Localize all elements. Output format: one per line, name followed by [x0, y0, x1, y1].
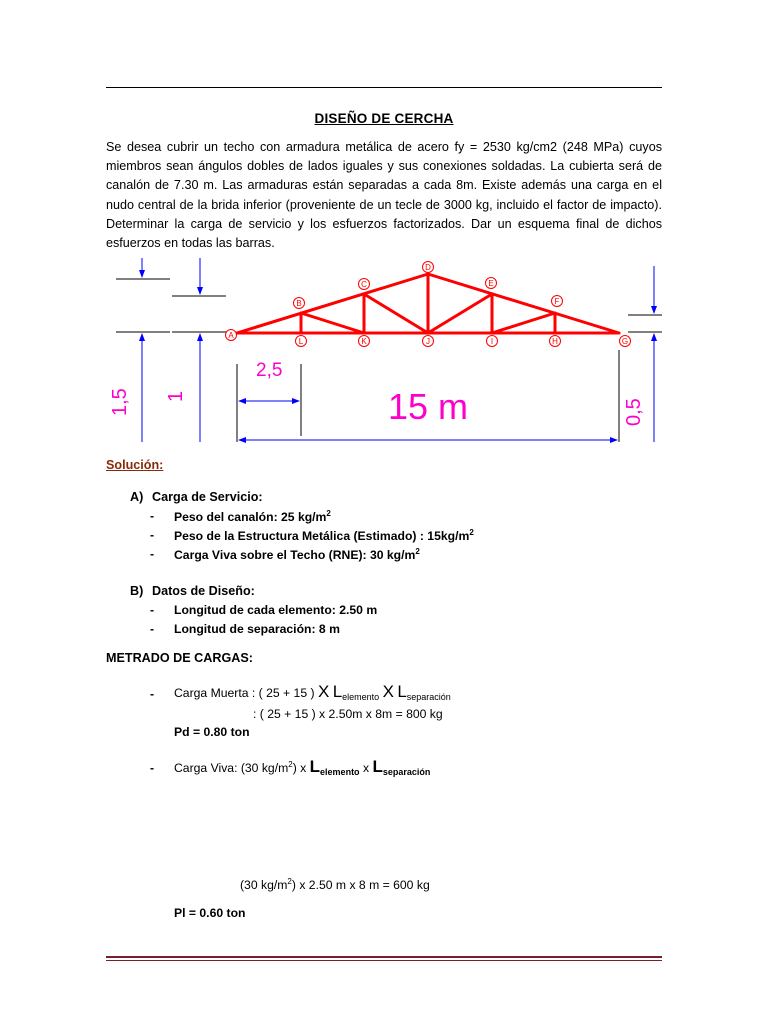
diagonal-E-J	[428, 294, 492, 333]
carga-muerta-formula: Carga Muerta : ( 25 + 15 ) X $L_{elemento}$ X $L_{separación}$	[174, 682, 451, 702]
list-item: Longitud de separación: 8 m	[174, 622, 340, 636]
bullet-dash: -	[150, 603, 155, 617]
list-item: Carga Viva sobre el Techo (RNE): 30 $kg/m^2$	[174, 547, 420, 562]
carga-viva-calc: (30 $kg/m^2$) x 2.50 m x 8 m = 600 kg	[240, 877, 430, 892]
section-a-label: A)	[130, 490, 144, 504]
dim-label-0-5: 0,5	[623, 398, 645, 426]
dim-label-1-5: 1,5	[109, 388, 131, 416]
dim-label-15m: 15 m	[387, 386, 469, 427]
bullet-dash: -	[150, 761, 155, 775]
node-label-D: D	[425, 263, 431, 272]
bullet-dash: -	[150, 622, 155, 636]
node-label-I: I	[490, 337, 494, 346]
list-item: Peso de la Estructura Metálica (Estimado) : $15kg/m^2$	[174, 528, 474, 543]
node-label-B: B	[296, 299, 302, 308]
bullet-dash: -	[150, 528, 155, 542]
diagonal-C-J	[364, 294, 428, 333]
problem-statement: Se desea cubrir un techo con armadura metálica de acero fy = 2530 kg/cm2 (248 MPa) cuyos miembros sean ángulos dobles de lados iguales y sus conexiones soldadas. La cubierta será de canalón de 7.30 m. Las armaduras están separadas a cada 8m. Existe además una carga en el nudo central de la brida inferior (proveniente de un tecle de 3000 kg, incluido el factor de impacto). Determinar la carga de servicio y los esfuerzos factorizados. Dar un esquema final de dichos esfuerzos en todas las barras.	[106, 140, 662, 251]
node-label-C: C	[361, 280, 367, 289]
diagonal-F-I	[492, 313, 555, 333]
header-rule	[106, 87, 662, 88]
node-label-L: L	[298, 337, 304, 346]
node-label-J: J	[426, 337, 430, 346]
carga-viva-formula: Carga Viva: (30 $kg/m^2$) x $L_{elemento}$ x $L_{separación}$	[174, 757, 431, 777]
solucion-heading: Solución:	[106, 458, 164, 472]
page-title: DISEÑO DE CERCHA	[314, 111, 454, 126]
node-label-G: G	[621, 337, 629, 346]
pd-result: Pd = 0.80 ton	[174, 725, 250, 739]
node-label-F: F	[554, 297, 560, 306]
dim-label-1: 1	[165, 390, 187, 402]
footer-rule-thin	[106, 960, 662, 961]
node-label-K: K	[361, 337, 367, 346]
node-label-E: E	[488, 279, 494, 288]
pl-result: Pl = 0.60 ton	[174, 906, 246, 920]
list-item: Peso del canalón: 25 $kg/m^2$	[174, 509, 331, 524]
metrado-heading: METRADO DE CARGAS:	[106, 651, 253, 665]
diagonal-B-K	[301, 313, 364, 333]
bullet-dash: -	[150, 547, 155, 561]
carga-muerta-calc: : ( 25 + 15 ) x 2.50m x 8m = 800 kg	[253, 707, 443, 721]
section-b-label: B)	[130, 584, 144, 598]
node-label-A: A	[228, 331, 234, 340]
section-a-heading: Carga de Servicio:	[152, 490, 263, 504]
truss-diagram	[106, 256, 662, 446]
bullet-dash: -	[150, 509, 155, 523]
section-b-heading: Datos de Diseño:	[152, 584, 255, 598]
bullet-dash: -	[150, 687, 155, 701]
footer-rule	[106, 956, 662, 958]
list-item: Longitud de cada elemento: 2.50 m	[174, 603, 378, 617]
dim-label-2-5: 2,5	[256, 360, 283, 381]
node-label-H: H	[552, 337, 558, 346]
